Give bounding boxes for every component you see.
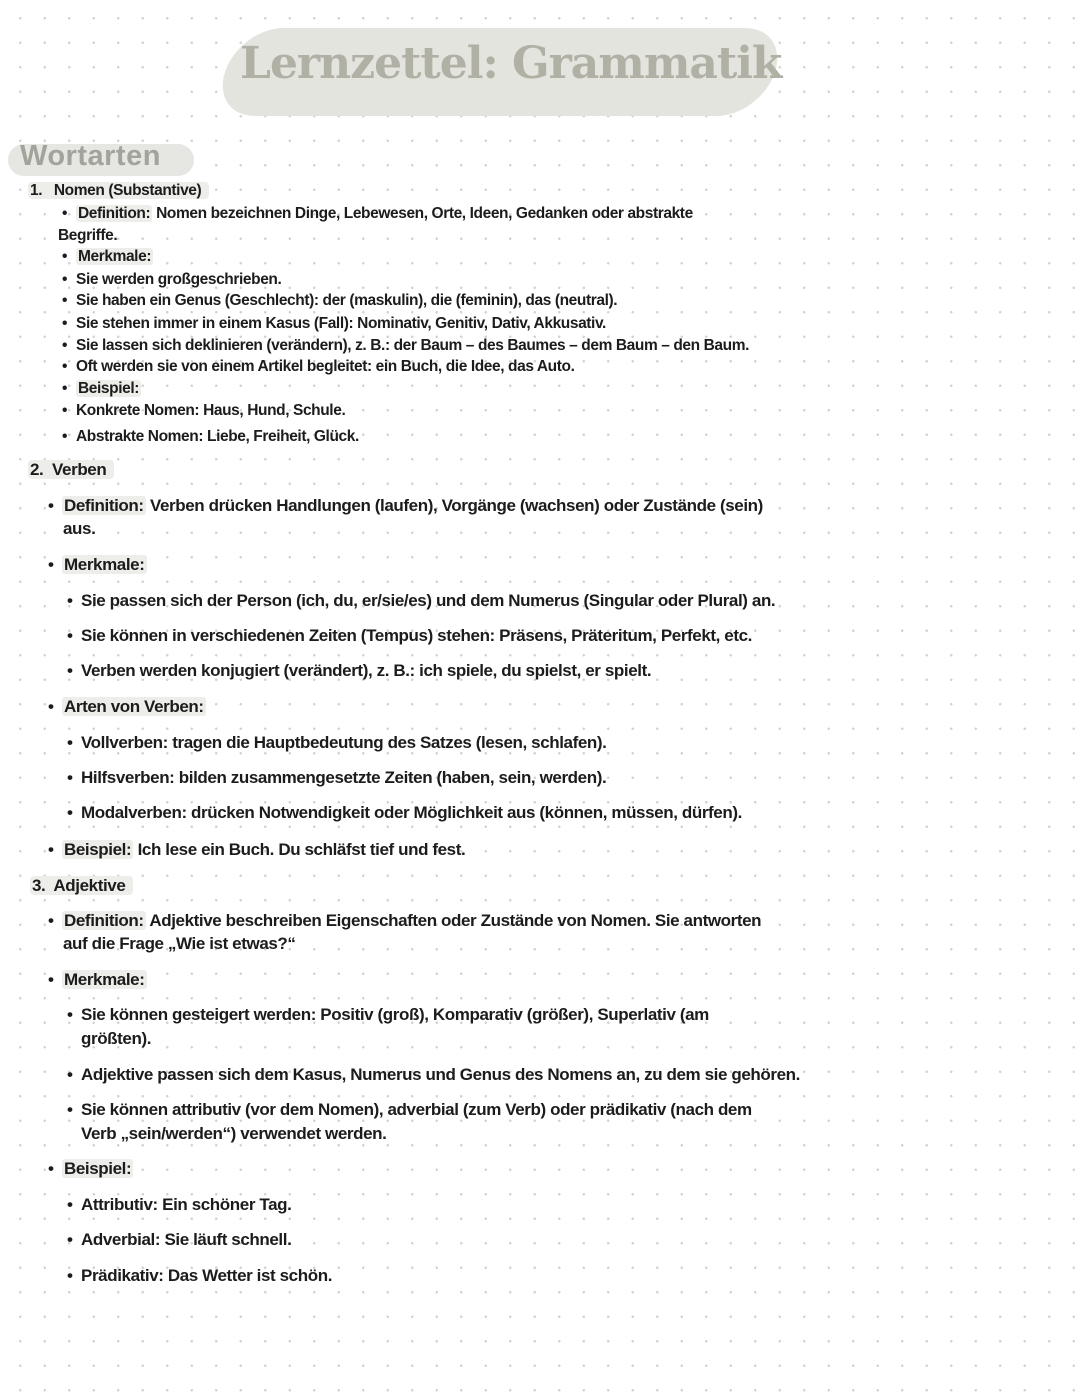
nomen-merkmale-label: • Merkmale: [62,248,152,265]
list-item: • Verben werden konjugiert (verändert), z. B.: ich spiele, du spielst, er spielt. [67,661,652,680]
verben-definition: • Definition: Verben drücken Handlungen (laufen), Vorgänge (wachsen) oder Zustände (sein) [48,496,763,515]
list-item-cont: Verb „sein/werden“) verwendet werden. [81,1124,387,1143]
list-item: • Vollverben: tragen die Hauptbedeutung des Satzes (lesen, schlafen). [67,733,607,752]
verben-beispiel: • Beispiel: Ich lese ein Buch. Du schläfst tief und fest. [48,840,466,859]
verben-merkmale-label: • Merkmale: [48,555,145,574]
verben-heading: 2. Verben [28,460,114,480]
list-item: • Sie können attributiv (vor dem Nomen), adverbial (zum Verb) oder prädikativ (nach dem [67,1100,752,1119]
adjektive-merkmale-label: • Merkmale: [48,970,145,989]
verben-arten-label: • Arten von Verben: [48,697,204,716]
adjektive-definition: • Definition: Adjektive beschreiben Eigenschaften oder Zustände von Nomen. Sie antworten [48,911,762,930]
nomen-definition-cont: Begriffe. [58,227,118,244]
list-item: • Sie werden großgeschrieben. [62,271,282,288]
adjektive-heading: 3. Adjektive [30,876,133,896]
list-item: • Sie können in verschiedenen Zeiten (Tempus) stehen: Präsens, Präteritum, Perfekt, etc. [67,626,753,645]
list-item: • Sie haben ein Genus (Geschlecht): der (maskulin), die (feminin), das (neutral). [62,292,618,309]
list-item: • Sie stehen immer in einem Kasus (Fall): Nominativ, Genitiv, Dativ, Akkusativ. [62,315,606,332]
nomen-definition: • Definition: Nomen bezeichnen Dinge, Lebewesen, Orte, Ideen, Gedanken oder abstrakte [62,205,693,222]
adjektive-beispiel-label: • Beispiel: [48,1159,132,1178]
list-item: • Abstrakte Nomen: Liebe, Freiheit, Glück. [62,428,359,445]
list-item: • Adjektive passen sich dem Kasus, Numerus und Genus des Nomens an, zu dem sie gehören. [67,1065,800,1084]
list-item: • Sie lassen sich deklinieren (verändern), z. B.: der Baum – des Baumes – dem Baum – den Baum. [62,337,749,354]
section-heading: Wortarten [20,140,161,172]
list-item: • Konkrete Nomen: Haus, Hund, Schule. [62,402,346,419]
verben-definition-cont: aus. [63,519,96,538]
list-item: • Attributiv: Ein schöner Tag. [67,1195,292,1214]
list-item: • Prädikativ: Das Wetter ist schön. [67,1266,333,1285]
list-item-cont: größten). [81,1029,152,1048]
nomen-heading: 1. Nomen (Substantive) [28,182,209,200]
list-item: • Hilfsverben: bilden zusammengesetzte Zeiten (haben, sein, werden). [67,768,607,787]
list-item: • Sie passen sich der Person (ich, du, er/sie/es) und dem Numerus (Singular oder Plural) an. [67,591,776,610]
list-item: • Adverbial: Sie läuft schnell. [67,1230,292,1249]
adjektive-definition-cont: auf die Frage „Wie ist etwas?“ [63,934,296,953]
list-item: • Sie können gesteigert werden: Positiv (groß), Komparativ (größer), Superlativ (am [67,1005,709,1024]
list-item: • Modalverben: drücken Notwendigkeit oder Möglichkeit aus (können, müssen, dürfen). [67,803,742,822]
list-item: • Oft werden sie von einem Artikel begleitet: ein Buch, die Idee, das Auto. [62,358,575,375]
page-title: Lernzettel: Grammatik [240,38,782,89]
nomen-beispiel-label: • Beispiel: [62,380,140,397]
